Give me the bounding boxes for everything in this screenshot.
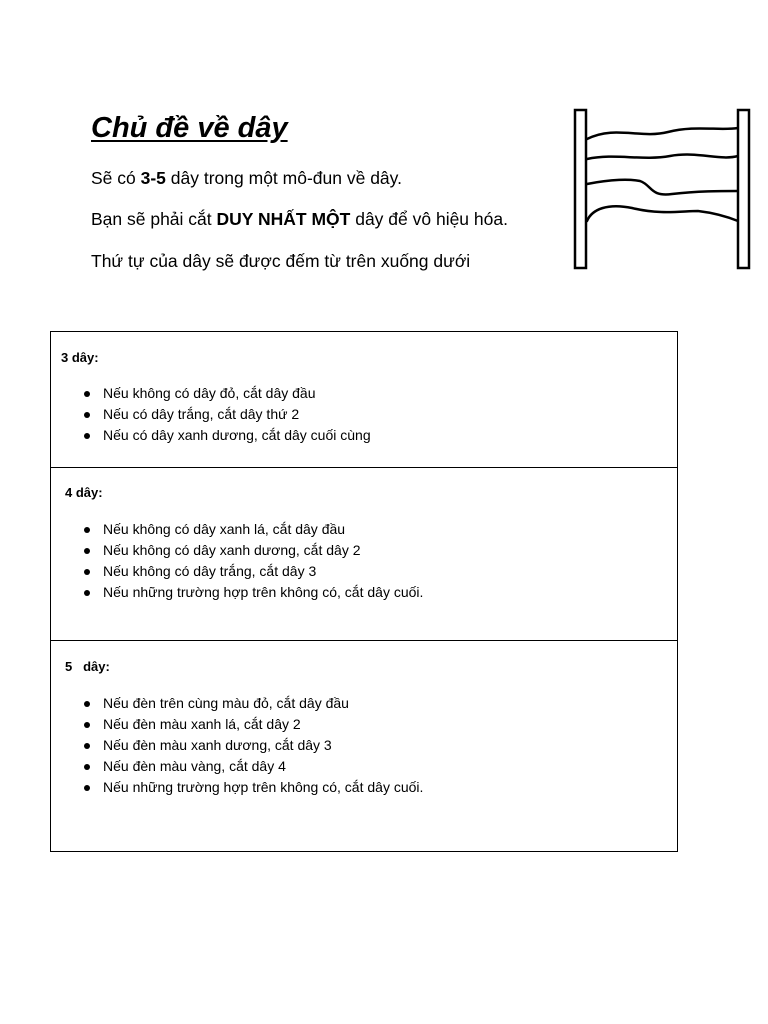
page-title: Chủ đề về dây — [91, 112, 288, 144]
intro-wire-order: Thứ tự của dây sẽ được đếm từ trên xuống dưới — [91, 251, 471, 271]
intro-wire-count — [91, 166, 402, 190]
intro-cut-one-suffix: dây để vô hiệu hóa. — [350, 209, 508, 229]
rule-item: Nếu không có dây xanh lá, cắt dây đầu — [51, 519, 423, 540]
intro-cut-one-emphasis: DUY NHẤT MỘT — [216, 209, 351, 229]
rule-item: Nếu không có dây xanh dương, cắt dây 2 — [51, 540, 423, 561]
section-4-wires — [51, 468, 677, 641]
section-3-wires — [51, 332, 677, 468]
rule-item: Nếu đèn màu xanh lá, cắt dây 2 — [51, 714, 423, 735]
wires-module-icon — [570, 105, 755, 273]
rule-item: Nếu không có dây đỏ, cắt dây đầu — [51, 383, 371, 404]
wire-4 — [587, 206, 738, 221]
section-heading-3-wires: 3 dây: — [61, 350, 99, 365]
left-post — [575, 110, 586, 268]
right-post — [738, 110, 749, 268]
intro-cut-one-prefix: Bạn sẽ phải cắt — [91, 209, 217, 229]
wire-3 — [587, 180, 738, 195]
section-5-wires — [51, 641, 677, 851]
section-heading-4-wires: 4 dây: — [65, 485, 103, 500]
section-heading-5-wires: 5 dây: — [65, 659, 110, 674]
wire-1 — [587, 128, 738, 139]
rule-item: Nếu những trường hợp trên không có, cắt dây cuối. — [51, 777, 423, 798]
intro-cut-one — [91, 207, 508, 231]
intro-wire-count-range: 3-5 — [140, 168, 166, 188]
rules-table — [50, 331, 678, 852]
intro-wire-count-suffix: dây trong một mô-đun về dây. — [165, 168, 402, 188]
rule-item: Nếu có dây xanh dương, cắt dây cuối cùng — [51, 425, 371, 446]
rule-list-4-wires — [51, 519, 423, 603]
rule-item: Nếu những trường hợp trên không có, cắt dây cuối. — [51, 582, 423, 603]
rule-item: Nếu đèn trên cùng màu đỏ, cắt dây đầu — [51, 693, 423, 714]
rule-list-3-wires — [51, 383, 371, 446]
intro-wire-count-prefix: Sẽ có — [91, 168, 141, 188]
rule-item: Nếu đèn màu vàng, cắt dây 4 — [51, 756, 423, 777]
rule-item: Nếu đèn màu xanh dương, cắt dây 3 — [51, 735, 423, 756]
rule-item: Nếu có dây trắng, cắt dây thứ 2 — [51, 404, 371, 425]
rule-item: Nếu không có dây trắng, cắt dây 3 — [51, 561, 423, 582]
rule-list-5-wires — [51, 693, 423, 798]
wire-2 — [587, 155, 738, 159]
